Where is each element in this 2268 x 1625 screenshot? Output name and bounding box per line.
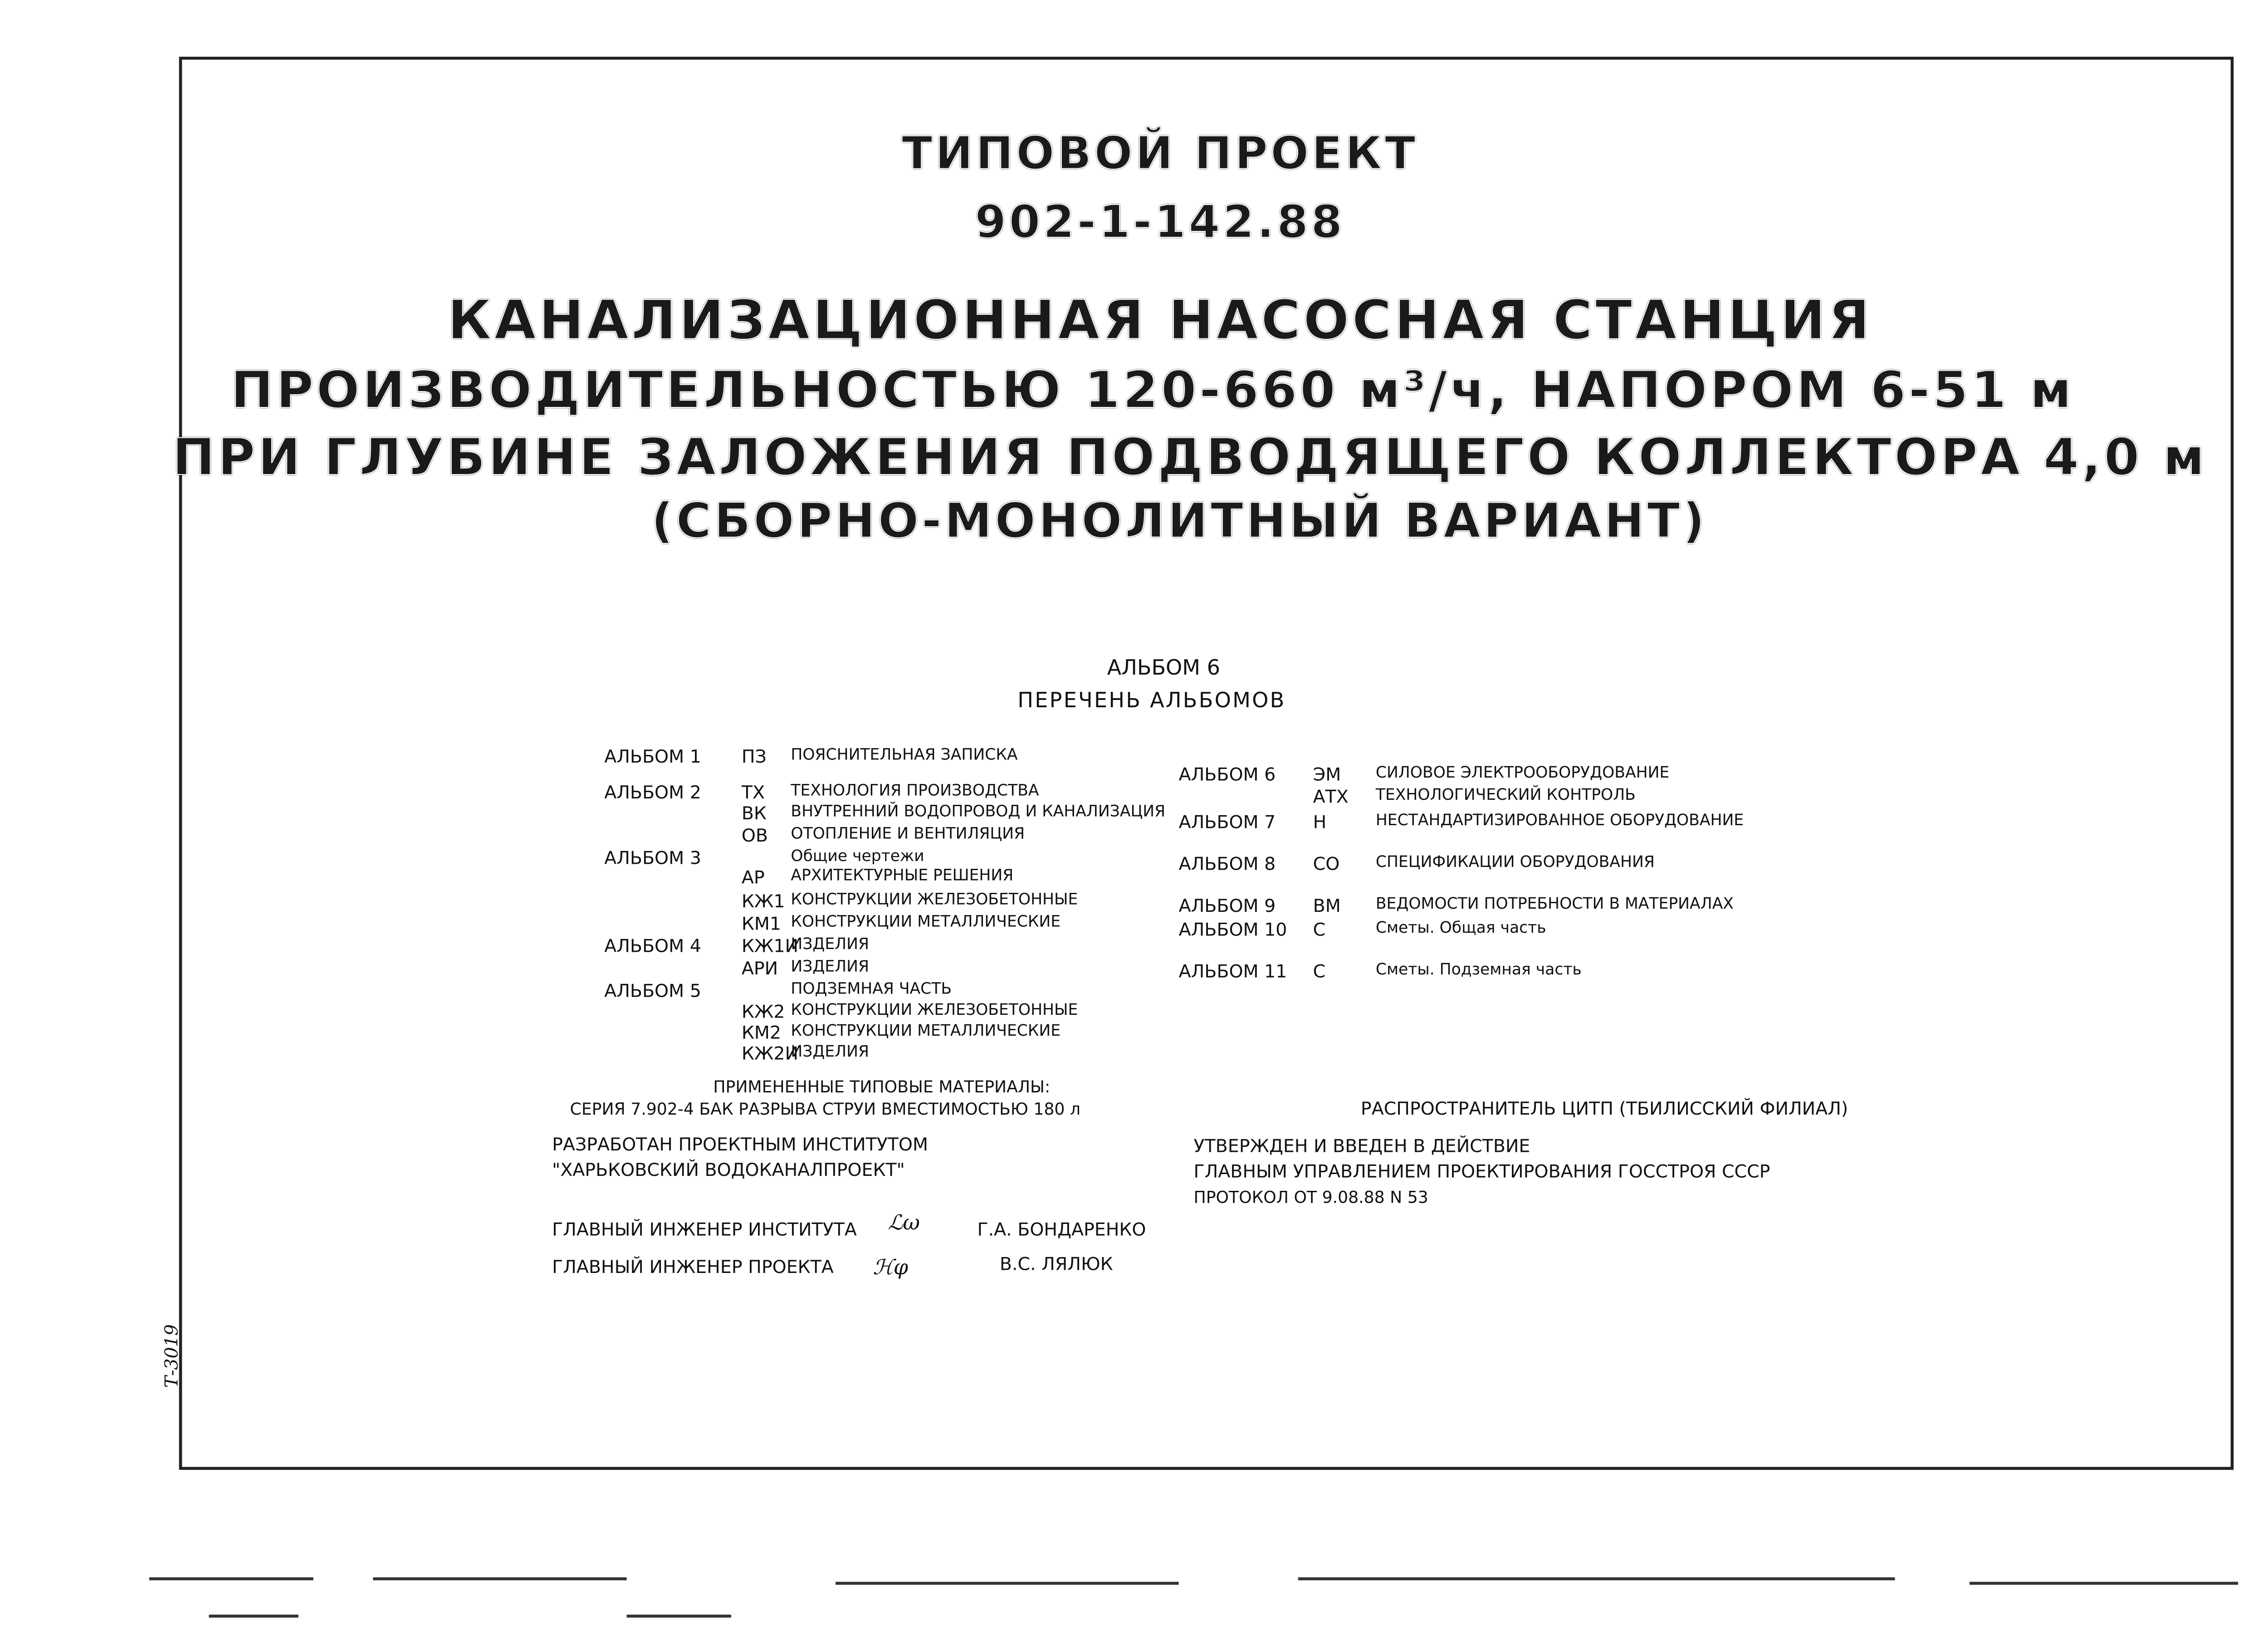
list-album-label: АЛЬБОМ 6	[1178, 764, 1276, 785]
approval-line-2: ГЛАВНЫМ УПРАВЛЕНИЕМ ПРОЕКТИРОВАНИЯ ГОССТРОЯ СССР	[1193, 1161, 1770, 1182]
list-text: НЕСТАНДАРТИЗИРОВАННОЕ ОБОРУДОВАНИЕ	[1375, 812, 1744, 830]
materials-line: СЕРИЯ 7.902-4 БАК РАЗРЫВА СТРУИ ВМЕСТИМОСТЬЮ 180 л	[570, 1100, 1081, 1120]
list-code: КЖ1	[741, 891, 785, 912]
list-text: ПОДЗЕМНАЯ ЧАСТЬ	[791, 980, 952, 998]
scan-artifact-line	[627, 1615, 731, 1617]
list-album-label: АЛЬБОМ 11	[1178, 961, 1287, 982]
chief-engineer-institute-name: Г.А. БОНДАРЕНКО	[977, 1219, 1146, 1240]
signature-mark: ℒω	[888, 1211, 920, 1236]
scan-artifact-line	[209, 1615, 298, 1617]
list-code: ЭМ	[1313, 764, 1341, 785]
list-code: СО	[1313, 853, 1340, 875]
scan-artifact-line	[373, 1577, 626, 1580]
approval-line-1: УТВЕРЖДЕН И ВВЕДЕН В ДЕЙСТВИЕ	[1193, 1136, 1530, 1157]
list-code: С	[1313, 919, 1326, 940]
list-album-label: АЛЬБОМ 7	[1178, 812, 1276, 833]
list-text: СПЕЦИФИКАЦИИ ОБОРУДОВАНИЯ	[1375, 853, 1655, 872]
list-text: ВНУТРЕННИЙ ВОДОПРОВОД И КАНАЛИЗАЦИЯ	[791, 803, 1166, 821]
chief-engineer-project-name: В.С. ЛЯЛЮК	[999, 1253, 1113, 1275]
scan-artifact-line	[149, 1577, 313, 1580]
list-code: АРИ	[741, 958, 778, 979]
signature-mark: ℋφ	[873, 1256, 909, 1281]
title-line-2: ПРОИЗВОДИТЕЛЬНОСТЬЮ 120-660 м³/ч, НАПОРОМ 6-51 м	[230, 361, 2075, 421]
list-album-label: АЛЬБОМ 1	[604, 746, 701, 767]
inventory-number: Т-3019	[161, 1324, 182, 1388]
list-album-label: АЛЬБОМ 5	[604, 980, 701, 1002]
list-text: КОНСТРУКЦИИ ЖЕЛЕЗОБЕТОННЫЕ	[791, 1001, 1078, 1019]
list-text: КОНСТРУКЦИИ МЕТАЛЛИЧЕСКИЕ	[791, 913, 1061, 931]
header-type: ТИПОВОЙ ПРОЕКТ	[902, 128, 1418, 181]
list-code: КЖ2И	[741, 1043, 799, 1064]
list-text: ОТОПЛЕНИЕ И ВЕНТИЛЯЦИЯ	[791, 825, 1025, 843]
list-text: Общие чертежи	[791, 847, 924, 866]
list-code: КЖ1И	[741, 935, 799, 957]
scan-artifact-line	[1970, 1582, 2238, 1584]
chief-engineer-institute-role: ГЛАВНЫЙ ИНЖЕНЕР ИНСТИТУТА	[552, 1219, 857, 1240]
approval-line-3: ПРОТОКОЛ ОТ 9.08.88 N 53	[1193, 1188, 1428, 1208]
list-text: ИЗДЕЛИЯ	[791, 1043, 870, 1061]
list-text: КОНСТРУКЦИИ МЕТАЛЛИЧЕСКИЕ	[791, 1022, 1061, 1040]
list-text: ТЕХНОЛОГИЧЕСКИЙ КОНТРОЛЬ	[1375, 786, 1636, 804]
list-code: АР	[741, 867, 765, 888]
list-text: ТЕХНОЛОГИЯ ПРОИЗВОДСТВА	[791, 782, 1039, 800]
list-album-label: АЛЬБОМ 9	[1178, 895, 1276, 916]
list-text: КОНСТРУКЦИИ ЖЕЛЕЗОБЕТОННЫЕ	[791, 891, 1078, 909]
list-album-label: АЛЬБОМ 8	[1178, 853, 1276, 875]
scan-artifact-line	[836, 1582, 1179, 1584]
list-text: ИЗДЕЛИЯ	[791, 935, 870, 954]
list-text: Сметы. Подземная часть	[1375, 961, 1582, 979]
drawing-frame	[179, 57, 2234, 1470]
list-code: ОВ	[741, 825, 768, 847]
list-code: КМ1	[741, 913, 782, 935]
list-code: С	[1313, 961, 1326, 982]
scan-artifact-line	[1298, 1577, 1895, 1580]
list-album-label: АЛЬБОМ 4	[604, 935, 701, 957]
list-code: ТХ	[741, 782, 765, 803]
list-code: ВМ	[1313, 895, 1341, 916]
list-text: ИЗДЕЛИЯ	[791, 958, 870, 976]
title-line-4: (СБОРНО-МОНОЛИТНЫЙ ВАРИАНТ)	[651, 492, 1708, 549]
developer-line-2: "ХАРЬКОВСКИЙ ВОДОКАНАЛПРОЕКТ"	[552, 1159, 905, 1180]
list-text: ПОЯСНИТЕЛЬНАЯ ЗАПИСКА	[791, 746, 1018, 764]
list-album-label: АЛЬБОМ 10	[1178, 919, 1287, 940]
list-code: КМ2	[741, 1022, 782, 1043]
list-code: АТХ	[1313, 786, 1349, 808]
materials-heading: ПРИМЕНЕННЫЕ ТИПОВЫЕ МАТЕРИАЛЫ:	[713, 1077, 1051, 1097]
list-text: ВЕДОМОСТИ ПОТРЕБНОСТИ В МАТЕРИАЛАХ	[1375, 895, 1734, 914]
list-code: Н	[1313, 812, 1327, 833]
list-text: СИЛОВОЕ ЭЛЕКТРООБОРУДОВАНИЕ	[1375, 764, 1670, 782]
developer-line-1: РАЗРАБОТАН ПРОЕКТНЫМ ИНСТИТУТОМ	[552, 1134, 929, 1155]
chief-engineer-project-role: ГЛАВНЫЙ ИНЖЕНЕР ПРОЕКТА	[552, 1256, 834, 1277]
title-line-3: ПРИ ГЛУБИНЕ ЗАЛОЖЕНИЯ ПОДВОДЯЩЕГО КОЛЛЕКТОРА 4,0 м	[172, 428, 2208, 488]
list-code: КЖ2	[741, 1001, 785, 1023]
list-code: ПЗ	[741, 746, 767, 767]
album-list-heading: ПЕРЕЧЕНЬ АЛЬБОМОВ	[1017, 689, 1286, 714]
list-code: ВК	[741, 803, 767, 824]
current-album: АЛЬБОМ 6	[1107, 656, 1221, 680]
list-text: Сметы. Общая часть	[1375, 919, 1546, 937]
list-album-label: АЛЬБОМ 3	[604, 847, 701, 869]
distributor: РАСПРОСТРАНИТЕЛЬ ЦИТП (ТБИЛИССКИЙ ФИЛИАЛ)	[1360, 1098, 1848, 1120]
list-text: АРХИТЕКТУРНЫЕ РЕШЕНИЯ	[791, 867, 1014, 885]
list-album-label: АЛЬБОМ 2	[604, 782, 701, 803]
title-line-1: КАНАЛИЗАЦИОННАЯ НАСОСНАЯ СТАНЦИЯ	[447, 291, 1873, 352]
project-number: 902-1-142.88	[975, 197, 1345, 250]
